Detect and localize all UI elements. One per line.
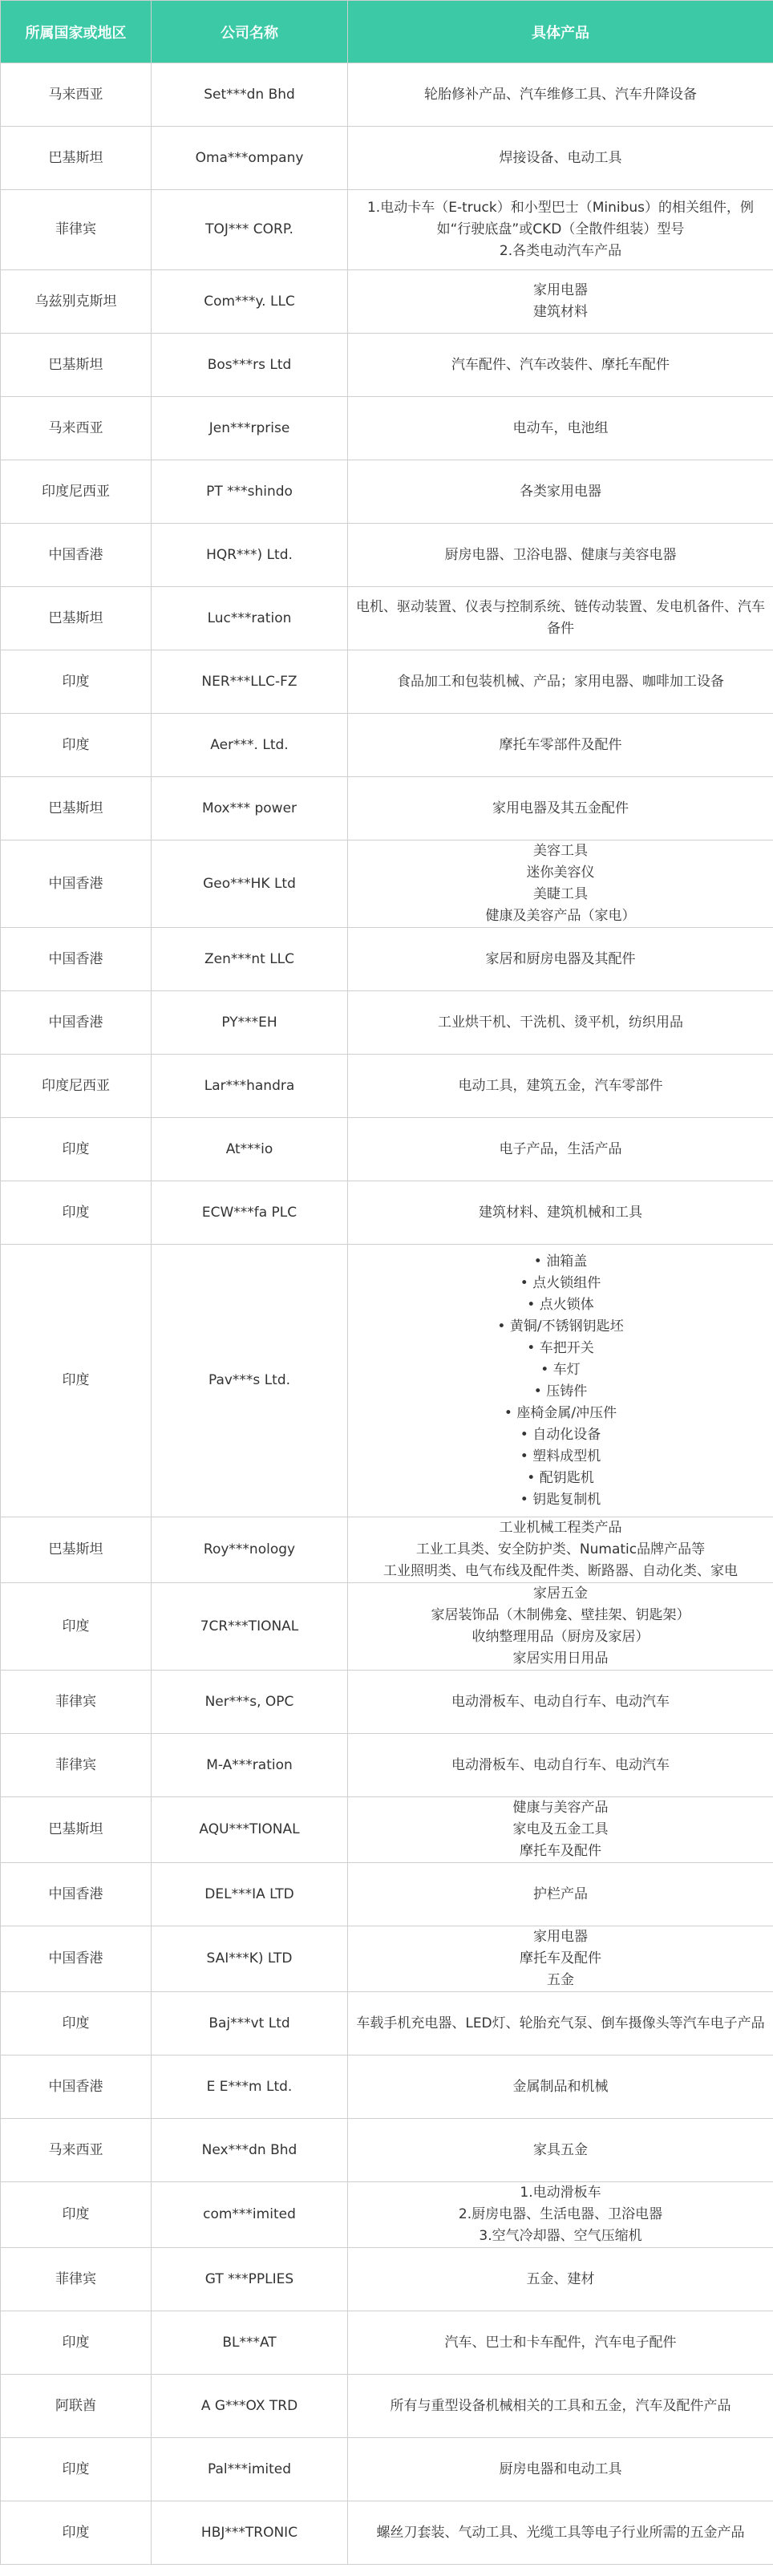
table-row (1, 1797, 773, 1863)
product-line: 迷你美容仪 (526, 865, 595, 881)
company-cell: Jen***rprise (152, 397, 348, 460)
product-line: 收纳整理用品（厨房及家居） (471, 1629, 650, 1645)
table-row (1, 714, 773, 777)
country-cell: 巴基斯坦 (1, 1517, 152, 1583)
company-cell: Com***y. LLC (152, 270, 348, 334)
company-cell: Zen***nt LLC (152, 928, 348, 991)
products-cell (348, 334, 773, 397)
company-cell: Ner***s, OPC (152, 1671, 348, 1734)
products-cell (348, 1118, 773, 1181)
product-line: • 黄铜/不锈钢钥匙坯 (497, 1318, 624, 1335)
country-cell: 中国香港 (1, 928, 152, 991)
products-cell (348, 2501, 773, 2565)
country-cell: 中国香港 (1, 991, 152, 1055)
product-line: 家用电器 (533, 282, 588, 298)
product-line: 摩托车及配件 (520, 1950, 601, 1966)
country-cell: 印度 (1, 1118, 152, 1181)
company-cell: Set***dn Bhd (152, 63, 348, 127)
company-cell: E E***m Ltd. (152, 2056, 348, 2119)
country-cell: 中国香港 (1, 1863, 152, 1926)
company-cell: Pav***s Ltd. (152, 1245, 348, 1517)
product-line: 金属制品和机械 (512, 2078, 609, 2095)
table-row (1, 650, 773, 714)
products-cell (348, 190, 773, 270)
company-cell: PT ***shindo (152, 460, 348, 524)
product-line: 五金、建材 (526, 2270, 595, 2287)
company-cell: A G***OX TRD (152, 2375, 348, 2438)
company-cell: PY***EH (152, 991, 348, 1055)
table-row (1, 1671, 773, 1734)
table-row (1, 1245, 773, 1517)
product-line: 建筑材料 (533, 304, 588, 320)
product-line: 摩托车及配件 (520, 1843, 601, 1859)
country-cell: 印度 (1, 1181, 152, 1245)
product-line: 电动工具，建筑五金，汽车零部件 (458, 1077, 663, 1094)
table-row (1, 840, 773, 928)
company-cell: HQR***) Ltd. (152, 524, 348, 587)
country-cell: 巴基斯坦 (1, 587, 152, 650)
product-line: • 配钥匙机 (527, 1469, 594, 1486)
table-row (1, 2248, 773, 2311)
table-row (1, 2182, 773, 2248)
table-row (1, 1926, 773, 1992)
country-cell: 印度 (1, 2438, 152, 2501)
country-cell: 马来西亚 (1, 2119, 152, 2182)
country-cell: 中国香港 (1, 840, 152, 928)
product-line: 轮胎修补产品、汽车维修工具、汽车升降设备 (424, 86, 697, 103)
table-row (1, 270, 773, 334)
product-line: • 自动化设备 (520, 1426, 601, 1443)
table-row (1, 2438, 773, 2501)
table-row (1, 460, 773, 524)
product-line: 工业烘干机、干洗机、烫平机，纺织用品 (438, 1014, 683, 1031)
products-cell (348, 2248, 773, 2311)
products-cell (348, 270, 773, 334)
product-line: 家居装饰品（木制佛龛、壁挂架、钥匙架） (431, 1607, 690, 1623)
country-cell: 菲律宾 (1, 190, 152, 270)
product-line: 家居五金 (533, 1586, 588, 1602)
product-line: • 塑料成型机 (520, 1448, 601, 1464)
header-country: 所属国家或地区 (1, 1, 152, 63)
table-row (1, 2056, 773, 2119)
products-cell (348, 714, 773, 777)
company-cell: At***io (152, 1118, 348, 1181)
product-line: • 点火锁体 (527, 1296, 594, 1313)
products-cell (348, 777, 773, 840)
country-cell: 印度 (1, 650, 152, 714)
product-line: 厨房电器、卫浴电器、健康与美容电器 (444, 546, 677, 563)
table-row (1, 1517, 773, 1583)
table-row (1, 587, 773, 650)
product-line: • 油箱盖 (533, 1253, 588, 1270)
products-cell (348, 1926, 773, 1992)
products-cell (348, 1671, 773, 1734)
product-line: 家居实用日用品 (512, 1651, 609, 1667)
country-cell: 印度 (1, 2311, 152, 2375)
table-row (1, 63, 773, 127)
product-line: • 车把开关 (527, 1339, 594, 1356)
company-cell: NER***LLC-FZ (152, 650, 348, 714)
company-cell: Roy***nology (152, 1517, 348, 1583)
products-cell (348, 127, 773, 190)
product-line: 所有与重型设备机械相关的工具和五金，汽车及配件产品 (390, 2397, 731, 2414)
company-cell: Lar***handra (152, 1055, 348, 1118)
country-cell: 马来西亚 (1, 397, 152, 460)
table-row (1, 1734, 773, 1797)
country-cell: 印度 (1, 2501, 152, 2565)
company-cell: Geo***HK Ltd (152, 840, 348, 928)
products-cell (348, 63, 773, 127)
product-line: 螺丝刀套装、气动工具、光缆工具等电子行业所需的五金产品 (376, 2524, 745, 2541)
product-line: 五金 (547, 1972, 574, 1988)
country-cell: 印度 (1, 1583, 152, 1671)
table-row (1, 1118, 773, 1181)
table-row (1, 1992, 773, 2056)
country-cell: 印度 (1, 1992, 152, 2056)
product-line: • 钥匙复制机 (520, 1491, 601, 1508)
table-row (1, 397, 773, 460)
table-row (1, 928, 773, 991)
company-cell: Luc***ration (152, 587, 348, 650)
country-cell: 中国香港 (1, 2056, 152, 2119)
product-line: 焊接设备、电动工具 (499, 149, 622, 166)
country-cell: 菲律宾 (1, 1734, 152, 1797)
company-cell: Oma***ompany (152, 127, 348, 190)
table-row (1, 991, 773, 1055)
product-line: 家居和厨房电器及其配件 (485, 950, 636, 967)
table-row (1, 2375, 773, 2438)
products-cell (348, 928, 773, 991)
products-cell (348, 2311, 773, 2375)
company-cell: SAI***K) LTD (152, 1926, 348, 1992)
country-cell: 菲律宾 (1, 2248, 152, 2311)
product-line: 电动滑板车、电动自行车、电动汽车 (451, 1693, 670, 1710)
table-body (1, 63, 773, 2565)
product-line: 摩托车零部件及配件 (499, 736, 622, 753)
company-cell: Aer***. Ltd. (152, 714, 348, 777)
header-company: 公司名称 (152, 1, 348, 63)
table-row (1, 2501, 773, 2565)
products-cell (348, 397, 773, 460)
company-cell: TOJ*** CORP. (152, 190, 348, 270)
country-cell: 中国香港 (1, 524, 152, 587)
country-cell: 中国香港 (1, 1926, 152, 1992)
product-line: • 车灯 (540, 1361, 581, 1378)
product-line: 家用电器 (533, 1929, 588, 1945)
products-cell (348, 524, 773, 587)
products-cell (348, 2438, 773, 2501)
country-cell: 印度尼西亚 (1, 1055, 152, 1118)
product-line: 美容工具 (533, 843, 588, 859)
product-line: 食品加工和包装机械、产品；家用电器、咖啡加工设备 (397, 673, 724, 690)
product-line: • 座椅金属/冲压件 (504, 1404, 617, 1421)
country-cell: 巴基斯坦 (1, 334, 152, 397)
table-row (1, 334, 773, 397)
products-cell (348, 1245, 773, 1517)
country-cell: 阿联酋 (1, 2375, 152, 2438)
product-line: 各类家用电器 (520, 483, 601, 500)
company-cell: HBJ***TRONIC (152, 2501, 348, 2565)
product-line: 3.空气冷却器、空气压缩机 (479, 2228, 642, 2244)
product-line: 健康与美容产品 (512, 1800, 609, 1816)
product-line: 健康及美容产品（家电） (485, 908, 636, 924)
product-line: 厨房电器和电动工具 (499, 2461, 622, 2477)
country-cell: 巴基斯坦 (1, 127, 152, 190)
company-cell: DEL***IA LTD (152, 1863, 348, 1926)
product-line: • 压铸件 (533, 1383, 588, 1399)
company-cell: 7CR***TIONAL (152, 1583, 348, 1671)
company-cell: Mox*** power (152, 777, 348, 840)
products-cell (348, 2182, 773, 2248)
table-header (1, 1, 773, 63)
country-cell: 印度 (1, 1245, 152, 1517)
country-cell: 印度 (1, 2182, 152, 2248)
header-products: 具体产品 (348, 1, 773, 63)
product-line: 电子产品，生活产品 (499, 1140, 622, 1157)
product-line: 工业照明类、电气布线及配件类、断路器、自动化类、家电 (383, 1563, 738, 1579)
company-cell: GT ***PPLIES (152, 2248, 348, 2311)
products-cell (348, 460, 773, 524)
products-cell (348, 2375, 773, 2438)
header-row (1, 1, 773, 63)
products-cell (348, 1517, 773, 1583)
product-line: 2.各类电动汽车产品 (499, 243, 622, 259)
table-row (1, 777, 773, 840)
product-line: 家具五金 (533, 2141, 588, 2158)
company-cell: M-A***ration (152, 1734, 348, 1797)
products-cell (348, 650, 773, 714)
company-cell: Nex***dn Bhd (152, 2119, 348, 2182)
product-line: 家用电器及其五金配件 (492, 800, 629, 816)
product-line: 美睫工具 (533, 886, 588, 902)
product-line: 1.电动卡车（E-truck）和小型巴士（Minibus）的相关组件，例如“行驶底盘”或CKD（全散件组装）型号 (366, 200, 755, 237)
product-line: 1.电动滑板车 (520, 2185, 601, 2201)
products-cell (348, 1181, 773, 1245)
country-cell: 乌兹别克斯坦 (1, 270, 152, 334)
table-row (1, 1863, 773, 1926)
company-cell: Pal***imited (152, 2438, 348, 2501)
product-line: 家电及五金工具 (512, 1821, 609, 1837)
products-cell (348, 587, 773, 650)
products-cell (348, 1992, 773, 2056)
company-cell: BL***AT (152, 2311, 348, 2375)
products-cell (348, 991, 773, 1055)
product-line: 工业工具类、安全防护类、Numatic品牌产品等 (415, 1541, 706, 1557)
products-cell (348, 2056, 773, 2119)
product-line: 电动滑板车、电动自行车、电动汽车 (451, 1756, 670, 1773)
product-line: 汽车配件、汽车改装件、摩托车配件 (451, 356, 670, 373)
product-line: 车载手机充电器、LED灯、轮胎充气泵、倒车摄像头等汽车电子产品 (356, 2015, 765, 2031)
table-row (1, 2311, 773, 2375)
products-cell (348, 1863, 773, 1926)
products-cell (348, 1583, 773, 1671)
company-cell: ECW***fa PLC (152, 1181, 348, 1245)
product-line: 电动车，电池组 (512, 419, 609, 436)
products-cell (348, 1797, 773, 1863)
country-cell: 巴基斯坦 (1, 1797, 152, 1863)
product-line: 建筑材料、建筑机械和工具 (479, 1204, 642, 1221)
company-cell: Bos***rs Ltd (152, 334, 348, 397)
products-cell (348, 840, 773, 928)
table-row (1, 1583, 773, 1671)
table-row (1, 2119, 773, 2182)
product-line: 2.厨房电器、生活电器、卫浴电器 (458, 2206, 663, 2222)
country-cell: 巴基斯坦 (1, 777, 152, 840)
table-row (1, 1181, 773, 1245)
products-cell (348, 2119, 773, 2182)
products-cell (348, 1734, 773, 1797)
company-cell: Baj***vt Ltd (152, 1992, 348, 2056)
table-row (1, 127, 773, 190)
country-cell: 印度 (1, 714, 152, 777)
table-row (1, 1055, 773, 1118)
country-cell: 印度尼西亚 (1, 460, 152, 524)
product-line: 护栏产品 (533, 1885, 588, 1902)
product-line: 汽车、巴士和卡车配件，汽车电子配件 (444, 2334, 677, 2351)
country-cell: 马来西亚 (1, 63, 152, 127)
product-line: 工业机械工程类产品 (499, 1520, 622, 1536)
country-cell: 菲律宾 (1, 1671, 152, 1734)
products-cell (348, 1055, 773, 1118)
product-line: 电机、驱动装置、仪表与控制系统、链传动装置、发电机备件、汽车备件 (356, 599, 765, 637)
company-cell: com***imited (152, 2182, 348, 2248)
table-row (1, 190, 773, 270)
table-row (1, 524, 773, 587)
company-cell: AQU***TIONAL (152, 1797, 348, 1863)
product-line: • 点火锁组件 (520, 1274, 601, 1291)
